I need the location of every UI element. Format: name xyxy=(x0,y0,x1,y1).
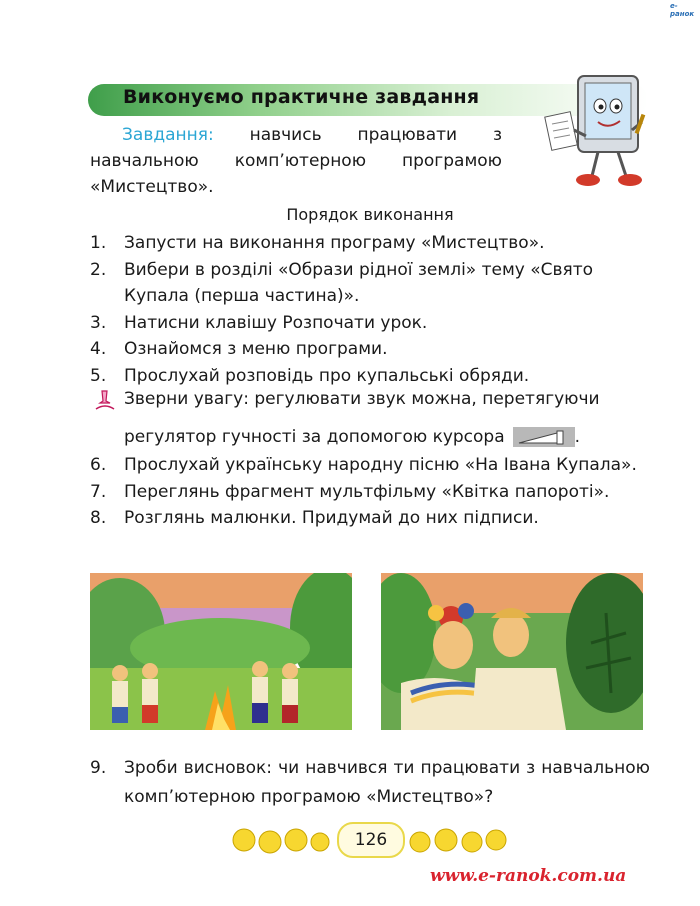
emoticons-left-decoration xyxy=(230,820,330,860)
list-item: 3. Натисни клавішу Розпочати урок. xyxy=(90,312,428,333)
conclusion-item: 9. Зроби висновок: чи навчився ти працювати з навчальною комп’ютерною програмою «Мистецтво»? xyxy=(90,758,650,807)
section-title: Виконуємо практичне завдання xyxy=(123,86,480,108)
publisher-url[interactable]: www.e-ranok.com.ua xyxy=(430,866,627,886)
list-item: 5. Прослухай розповідь про купальські обряди. xyxy=(90,365,530,386)
publisher-logo: e-ранок xyxy=(670,2,695,18)
list-item: 1. Запусти на виконання програму «Мистецтво». xyxy=(90,233,545,253)
computer-mascot-illustration xyxy=(530,72,650,190)
note-line-1: Зверни увагу: регулювати звук можна, перетягуючи xyxy=(124,389,600,409)
attention-icon xyxy=(94,389,116,413)
steps-list-part1 xyxy=(90,230,650,389)
task-paragraph xyxy=(90,122,502,200)
task-text: навчись працювати з навчальною комп’ютерною програмою «Мистецтво». xyxy=(90,125,502,197)
list-item: 8. Розглянь малюнки. Придумай до них підписи. xyxy=(90,508,539,528)
order-heading: Порядок виконання xyxy=(286,205,454,224)
page-number: 126 xyxy=(337,822,405,858)
steps-list-part2 xyxy=(90,452,650,532)
list-item: 4. Ознайомся з меню програми. xyxy=(90,339,388,359)
list-item: 7. Переглянь фрагмент мультфільму «Квітка папороті». xyxy=(90,481,610,502)
note-line-2: регулятор гучності за допомогою курсора . xyxy=(124,427,581,447)
kupala-couple-illustration xyxy=(381,573,643,730)
list-item: 6. Прослухай українську народну пісню «На Івана Купала». xyxy=(90,455,637,475)
volume-slider-icon xyxy=(513,425,575,449)
emoticons-right-decoration xyxy=(408,820,508,860)
task-label: Завдання: xyxy=(122,125,214,145)
kupala-dance-illustration xyxy=(90,573,352,730)
list-item: 2. Вибери в розділі «Образи рідної землі» тему «Свято Купала (перша частина)». xyxy=(90,259,594,306)
